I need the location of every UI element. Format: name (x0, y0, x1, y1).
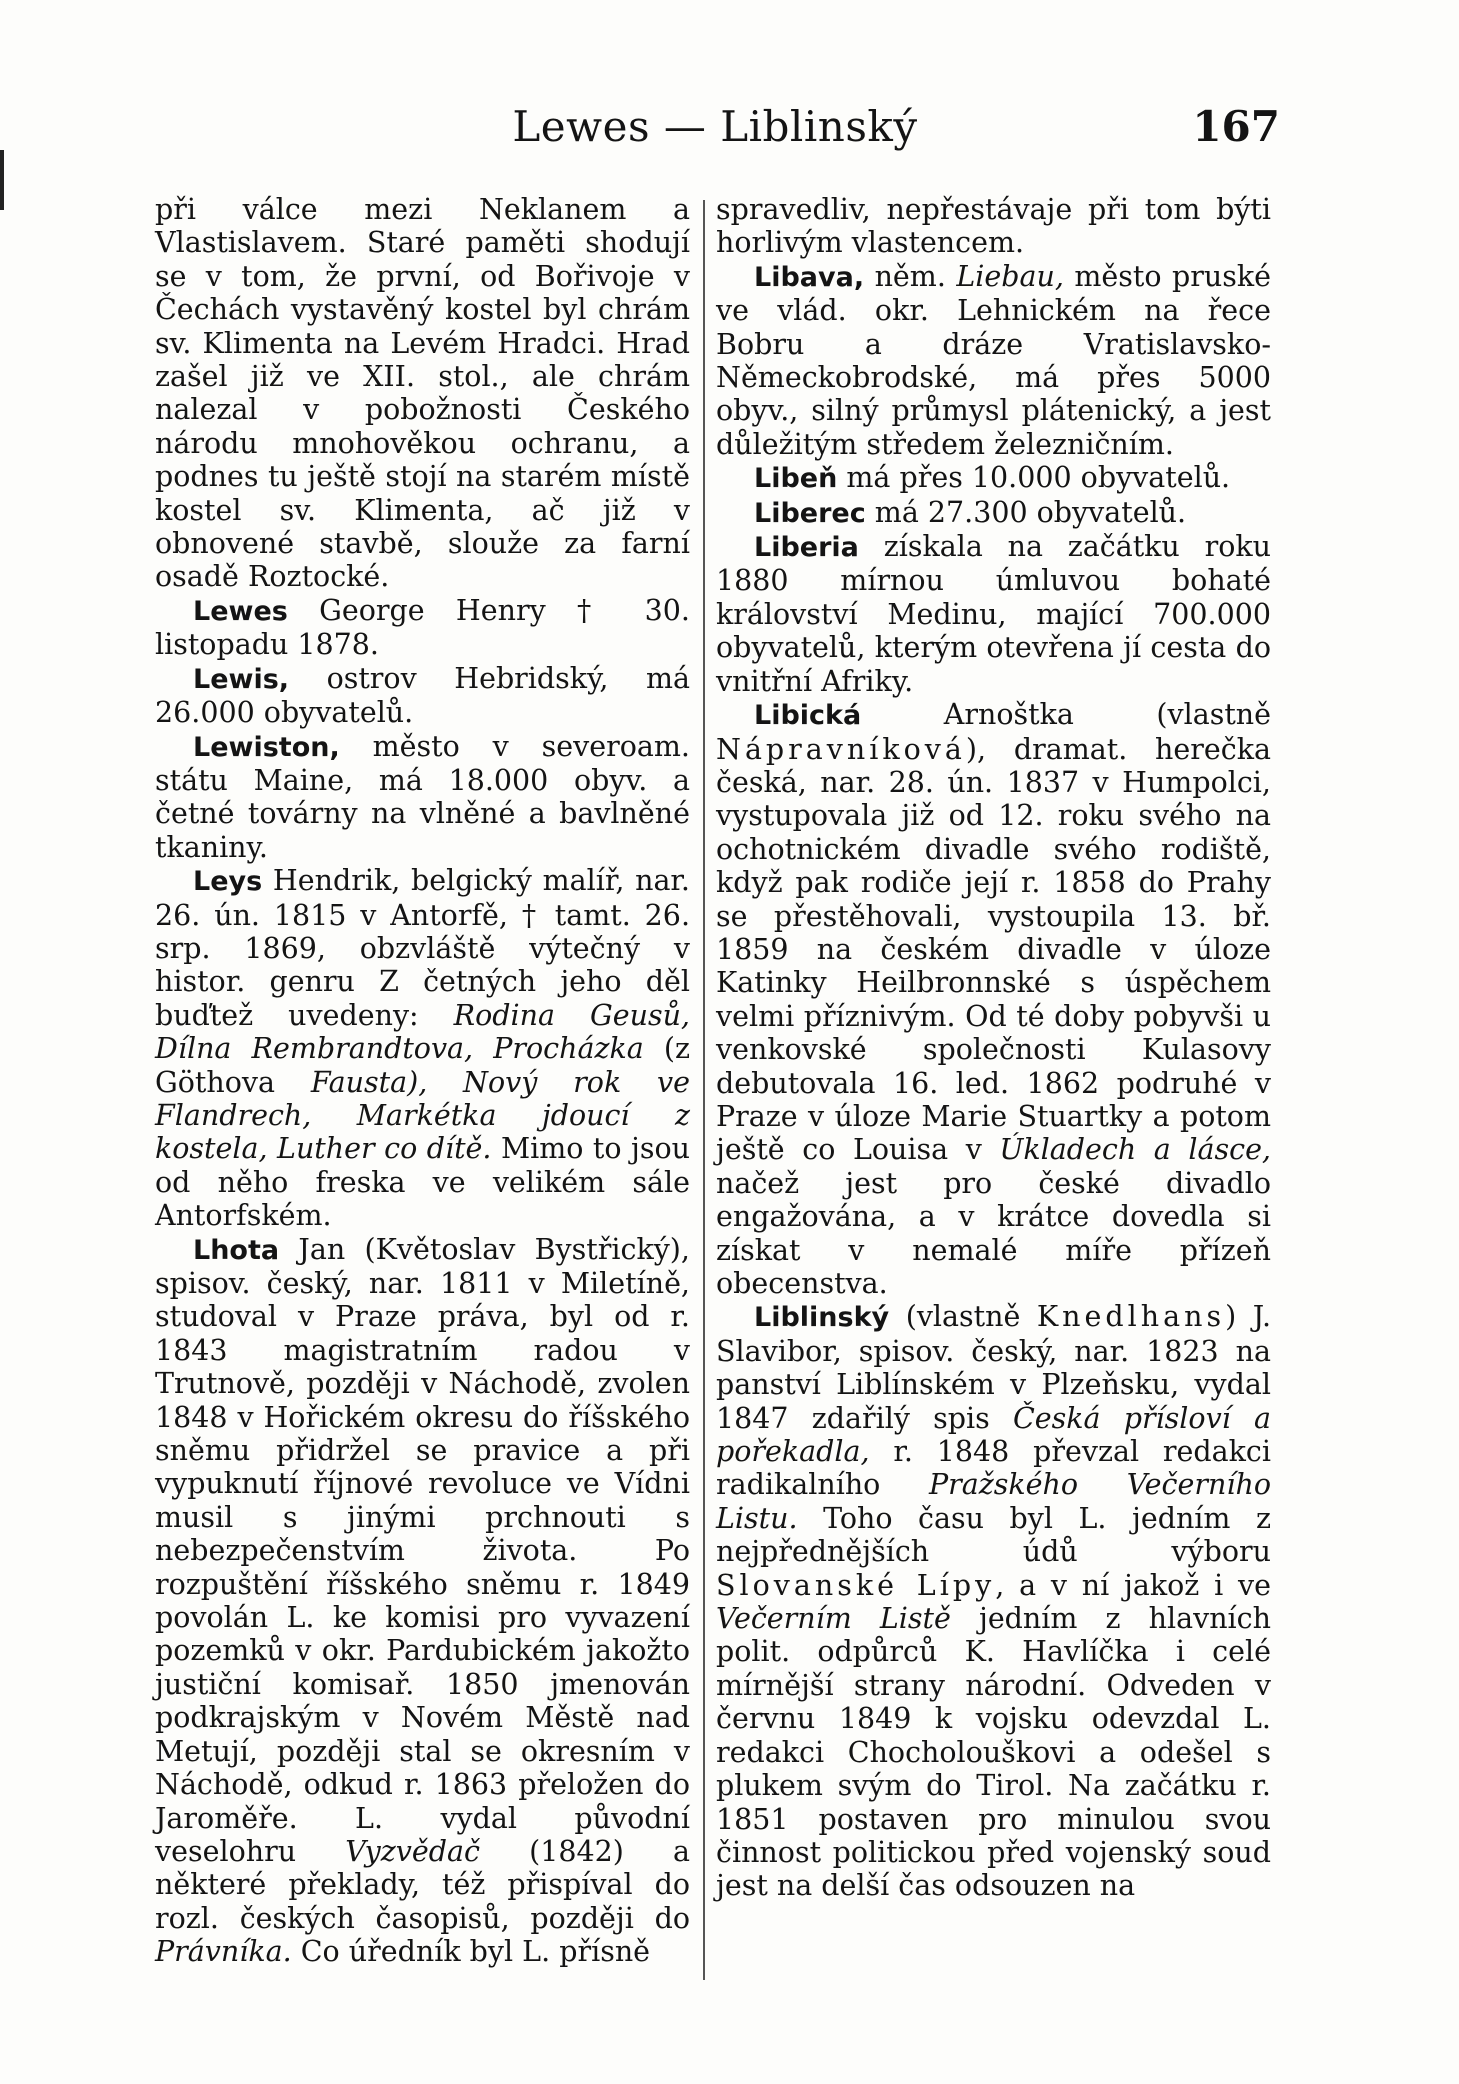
entry-lewes: Lewes George Henry † 30. listopadu 1878. (155, 593, 690, 662)
scan-edge-mark (0, 150, 4, 210)
entry-libicka: Libická Arnoštka (vlastně Nápravníková), dramat. herečka česká, nar. 28. ún. 1837 v Humpolci, vystupovala již od 12. roku svého na ochotnickém divadle svého rodiště, když pak rodiče její r. 1858 do Prahy se přestěhovali, vystoupila 13. bř. 1859 na českém divadle v úloze Katinky Heilbronnské s úspěchem velmi příznivým. Od té doby pobyvši u venkovské společnosti Kulasovy debutovala 16. led. 1862 podruhé v Praze v úloze Marie Stuartky a potom ještě co Louisa v Úkladech a lásce, načež jest pro české divadlo engažována, a v krátce dovedla si získat v nemalé míře přízeň obecenstva. (716, 698, 1271, 1300)
headword-leys: Leys (193, 866, 263, 898)
headword-lewis: Lewis, (193, 663, 290, 695)
entry-leys: Leys Hendrik, belgický malíř, nar. 26. ún. 1815 v Antorfě, † tamt. 26. srp. 1869, obzvláště výtečný v histor. genru Z četných jeho děl buďtež uvedeny: Rodina Geusů, Dílna Rembrandtova, Procházka (z Göthova Fausta), Nový rok ve Flandrech, Markétka jdoucí z kostela, Luther co dítě. Mimo to jsou od něho freska ve velikém sále Antorfském. (155, 864, 691, 1233)
right-column (716, 193, 1271, 1903)
headword-lhota: Lhota (193, 1234, 280, 1266)
entry-continuation-right: spravedliv, nepřestávaje při tom býti horlivým vlastencem. (716, 193, 1271, 260)
headword-liberec: Liberec (754, 497, 866, 529)
headword-liberia: Liberia (754, 532, 859, 564)
entry-liberia: Liberia získala na začátku roku 1880 mírnou úmluvou bohaté království Medinu, mající 700.000 obyvatelů, kterým otevřena jí cesta do vnitřní Afriky. (716, 530, 1271, 698)
entry-lhota: Lhota Jan (Květoslav Bystřický), spisov. český, nar. 1811 v Miletíně, studoval v Praze práva, byl od r. 1843 magistratním radou v Trutnově, později v Náchodě, zvolen 1848 v Hořickém okresu do říšského sněmu přidržel se pravice a při vypuknutí říjnové revoluce ve Vídni musil s jinými prchnouti s nebezpečenstvím života. Po rozpuštění říšského sněmu r. 1849 povolán L. ke komisi pro vyvazení pozemků v okr. Pardubickém jakožto justiční komisař. 1850 jmenován podkrajským v Novém Městě nad Metují, později stal se okresním v Náchodě, odkud r. 1863 přeložen do Jaroměře. L. vydal původní veselohru Vyzvědač (1842) a některé překlady, též přispíval do rozl. českých časopisů, později do Právníka. Co úředník byl L. přísně (155, 1232, 690, 1969)
page-header (150, 102, 1280, 162)
entry-libava: Libava, něm. Liebau, město pruské ve vlád. okr. Lehnickém na řece Bobru a dráze Vratislavsko-Německobrodské, má přes 5000 obyv., silný průmysl plátenický, a jest důležitým středem železničním. (716, 259, 1271, 461)
entry-liberec: Liberec má 27.300 obyvatelů. (754, 495, 1187, 529)
entry-lewiston: Lewiston, město v severoam. státu Maine, má 18.000 obyv. a četné továrny na vlněné a bavlněné tkaniny. (155, 729, 690, 864)
entry-lewis: Lewis, ostrov Hebridský, má 26.000 obyvatelů. (155, 661, 690, 730)
headword-liblinsky: Liblinský (754, 1302, 890, 1334)
headword-liben: Libeň (754, 463, 838, 495)
entry-liben: Libeň má přes 10.000 obyvatelů. (754, 461, 1231, 495)
headword-libicka: Libická (754, 700, 862, 732)
headword-lewes: Lewes (193, 595, 288, 627)
column-divider (703, 200, 705, 1980)
entry-liblinsky: Liblinský (vlastně Knedlhans) J. Slavibor, spisov. český, nar. 1823 na panství Liblínském v Plzeňsku, vydal 1847 zdařilý spis Česká přísloví a pořekadla, r. 1848 převzal redakci radikalního Pražského Večerního Listu. Toho času byl L. jedním z nejpřednějších údů výboru Slovanské Lípy, a v ní jakož i ve Večerním Listě jedním z hlavních polit. odpůrců K. Havlíčka i celé mírnější strany národní. Odveden v červnu 1849 k vojsku odevzdal L. redakci Chocholouškovi a odešel s plukem svým do Tirol. Na začátku r. 1851 postaven pro minulou svou činnost politickou před vojenský soud jest na delší čas odsouzen na (716, 1300, 1272, 1903)
left-column (155, 193, 690, 1969)
running-head: Lewes — Liblinský (512, 102, 918, 151)
headword-lewiston: Lewiston, (193, 731, 340, 763)
headword-libava: Libava, (754, 261, 865, 293)
entry-continuation: při válce mezi Neklanem a Vlastislavem. Staré paměti shodují se v tom, že první, od Bořivoje v Čechách vystavěný kostel byl chrám sv. Klimenta na Levém Hradci. Hrad zašel již ve XII. stol., ale chrám nalezal v pobožnosti Českého národu mnohověkou ochranu, a podnes tu ještě stojí na starém místě kostel sv. Klimenta, ač již v obnovené stavbě, slouže za farní osadě Roztocké. (155, 193, 690, 594)
page-number: 167 (1192, 102, 1280, 151)
